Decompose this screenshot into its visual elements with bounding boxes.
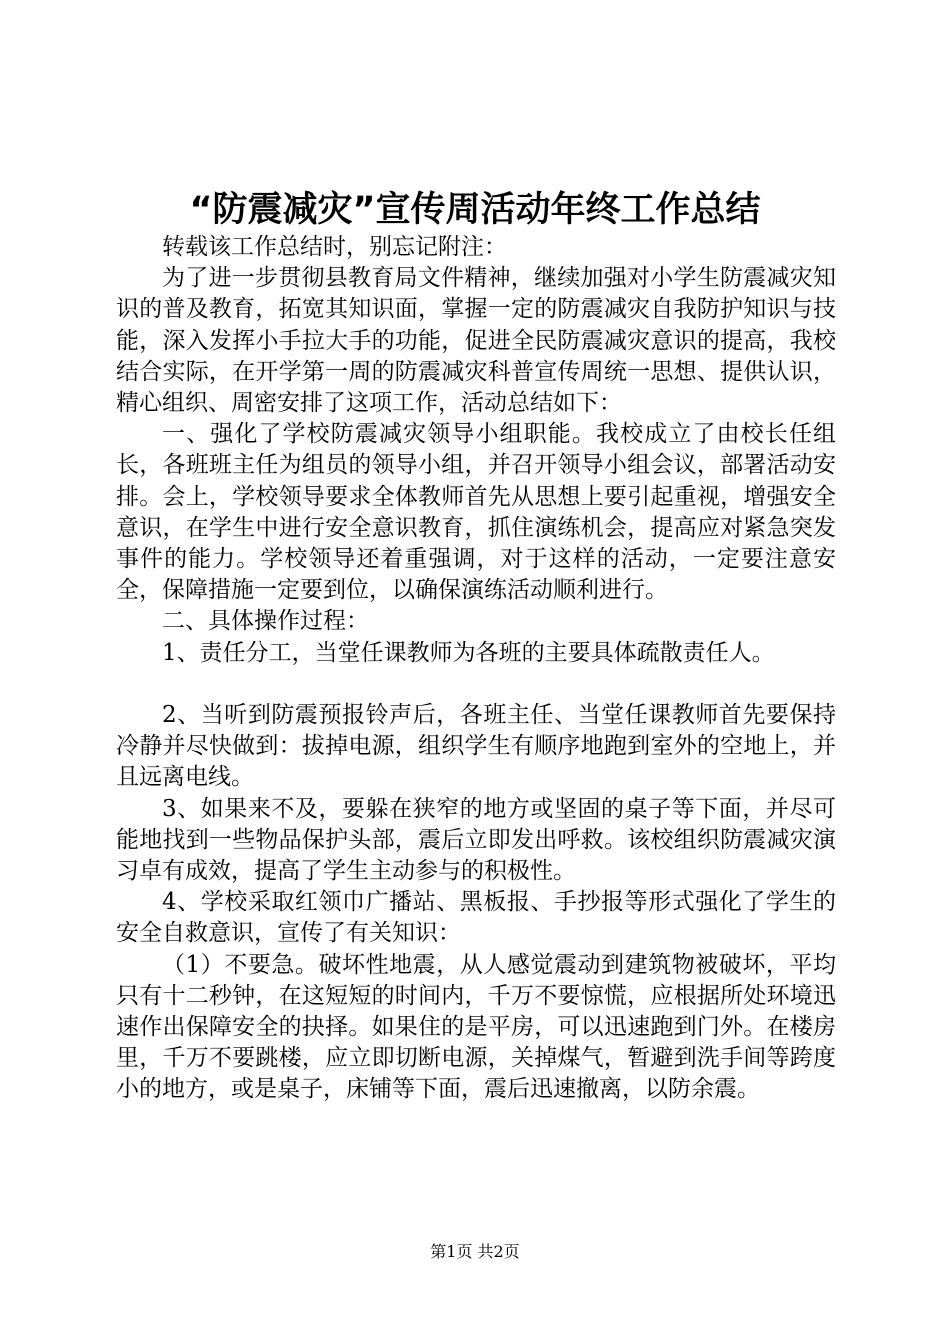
document-body [116, 232, 836, 1106]
paragraph-item-3: 3、如果来不及，要躲在狭窄的地方或坚固的桌子等下面，并尽可能地找到一些物品保护头部，震后立即发出呼救。该校组织防震减灾演习卓有成效，提高了学生主动参与的积极性。 [116, 795, 836, 885]
blank-line [116, 669, 836, 700]
paragraph-reprint-note: 转载该工作总结时，别忘记附注： [162, 234, 507, 260]
paragraph-section-one: 一、强化了学校防震减灾领导小组职能。我校成立了由校长任组长，各班班主任为组员的领导小组，并召开领导小组会议，部署活动安排。会上，学校领导要求全体教师首先从思想上要引起重视，增强安全意识，在学生中进行安全意识教育，抓住演练机会，提高应对紧急突发事件的能力。学校领导还着重强调，对于这样的活动，一定要注意安全，保障措施一定要到位，以确保演练活动顺利进行。 [116, 421, 836, 604]
paragraph-item-4: 4、学校采取红领巾广播站、黑板报、手抄报等形式强化了学生的安全自救意识，宣传了有关知识： [116, 889, 836, 947]
paragraph-section-two-heading: 二、具体操作过程： [162, 608, 369, 635]
document-title: “防震减灾”宣传周活动年终工作总结 [189, 190, 761, 230]
page-number-footer: 第1页 共2页 [430, 1242, 520, 1261]
paragraph-item-1: 1、责任分工，当堂任课教师为各班的主要具体疏散责任人。 [162, 639, 775, 666]
paragraph-intro: 为了进一步贯彻县教育局文件精神，继续加强对小学生防震减灾知识的普及教育，拓宽其知识面，掌握一定的防震减灾自我防护知识与技能，深入发挥小手拉大手的功能，促进全民防震减灾意识的提高，我校结合实际，在开学第一周的防震减灾科普宣传周统一思想、提供认识，精心组织、周密安排了这项工作，活动总结如下： [116, 265, 836, 417]
paragraph-subitem-1: （1）不要急。破坏性地震，从人感觉震动到建筑物被破坏，平均只有十二秒钟，在这短短的时间内，千万不要惊慌，应根据所处环境迅速作出保障安全的抉择。如果住的是平房，可以迅速跑到门外。在楼房里，千万不要跳楼，应立即切断电源，关掉煤气，暂避到洗手间等跨度小的地方，或是桌子，床铺等下面，震后迅速撤离，以防余震。 [116, 951, 836, 1103]
paragraph-item-2: 2、当听到防震预报铃声后，各班主任、当堂任课教师首先要保持冷静并尽快做到：拔掉电源，组织学生有顺序地跑到室外的空地上，并且远离电线。 [116, 702, 836, 791]
